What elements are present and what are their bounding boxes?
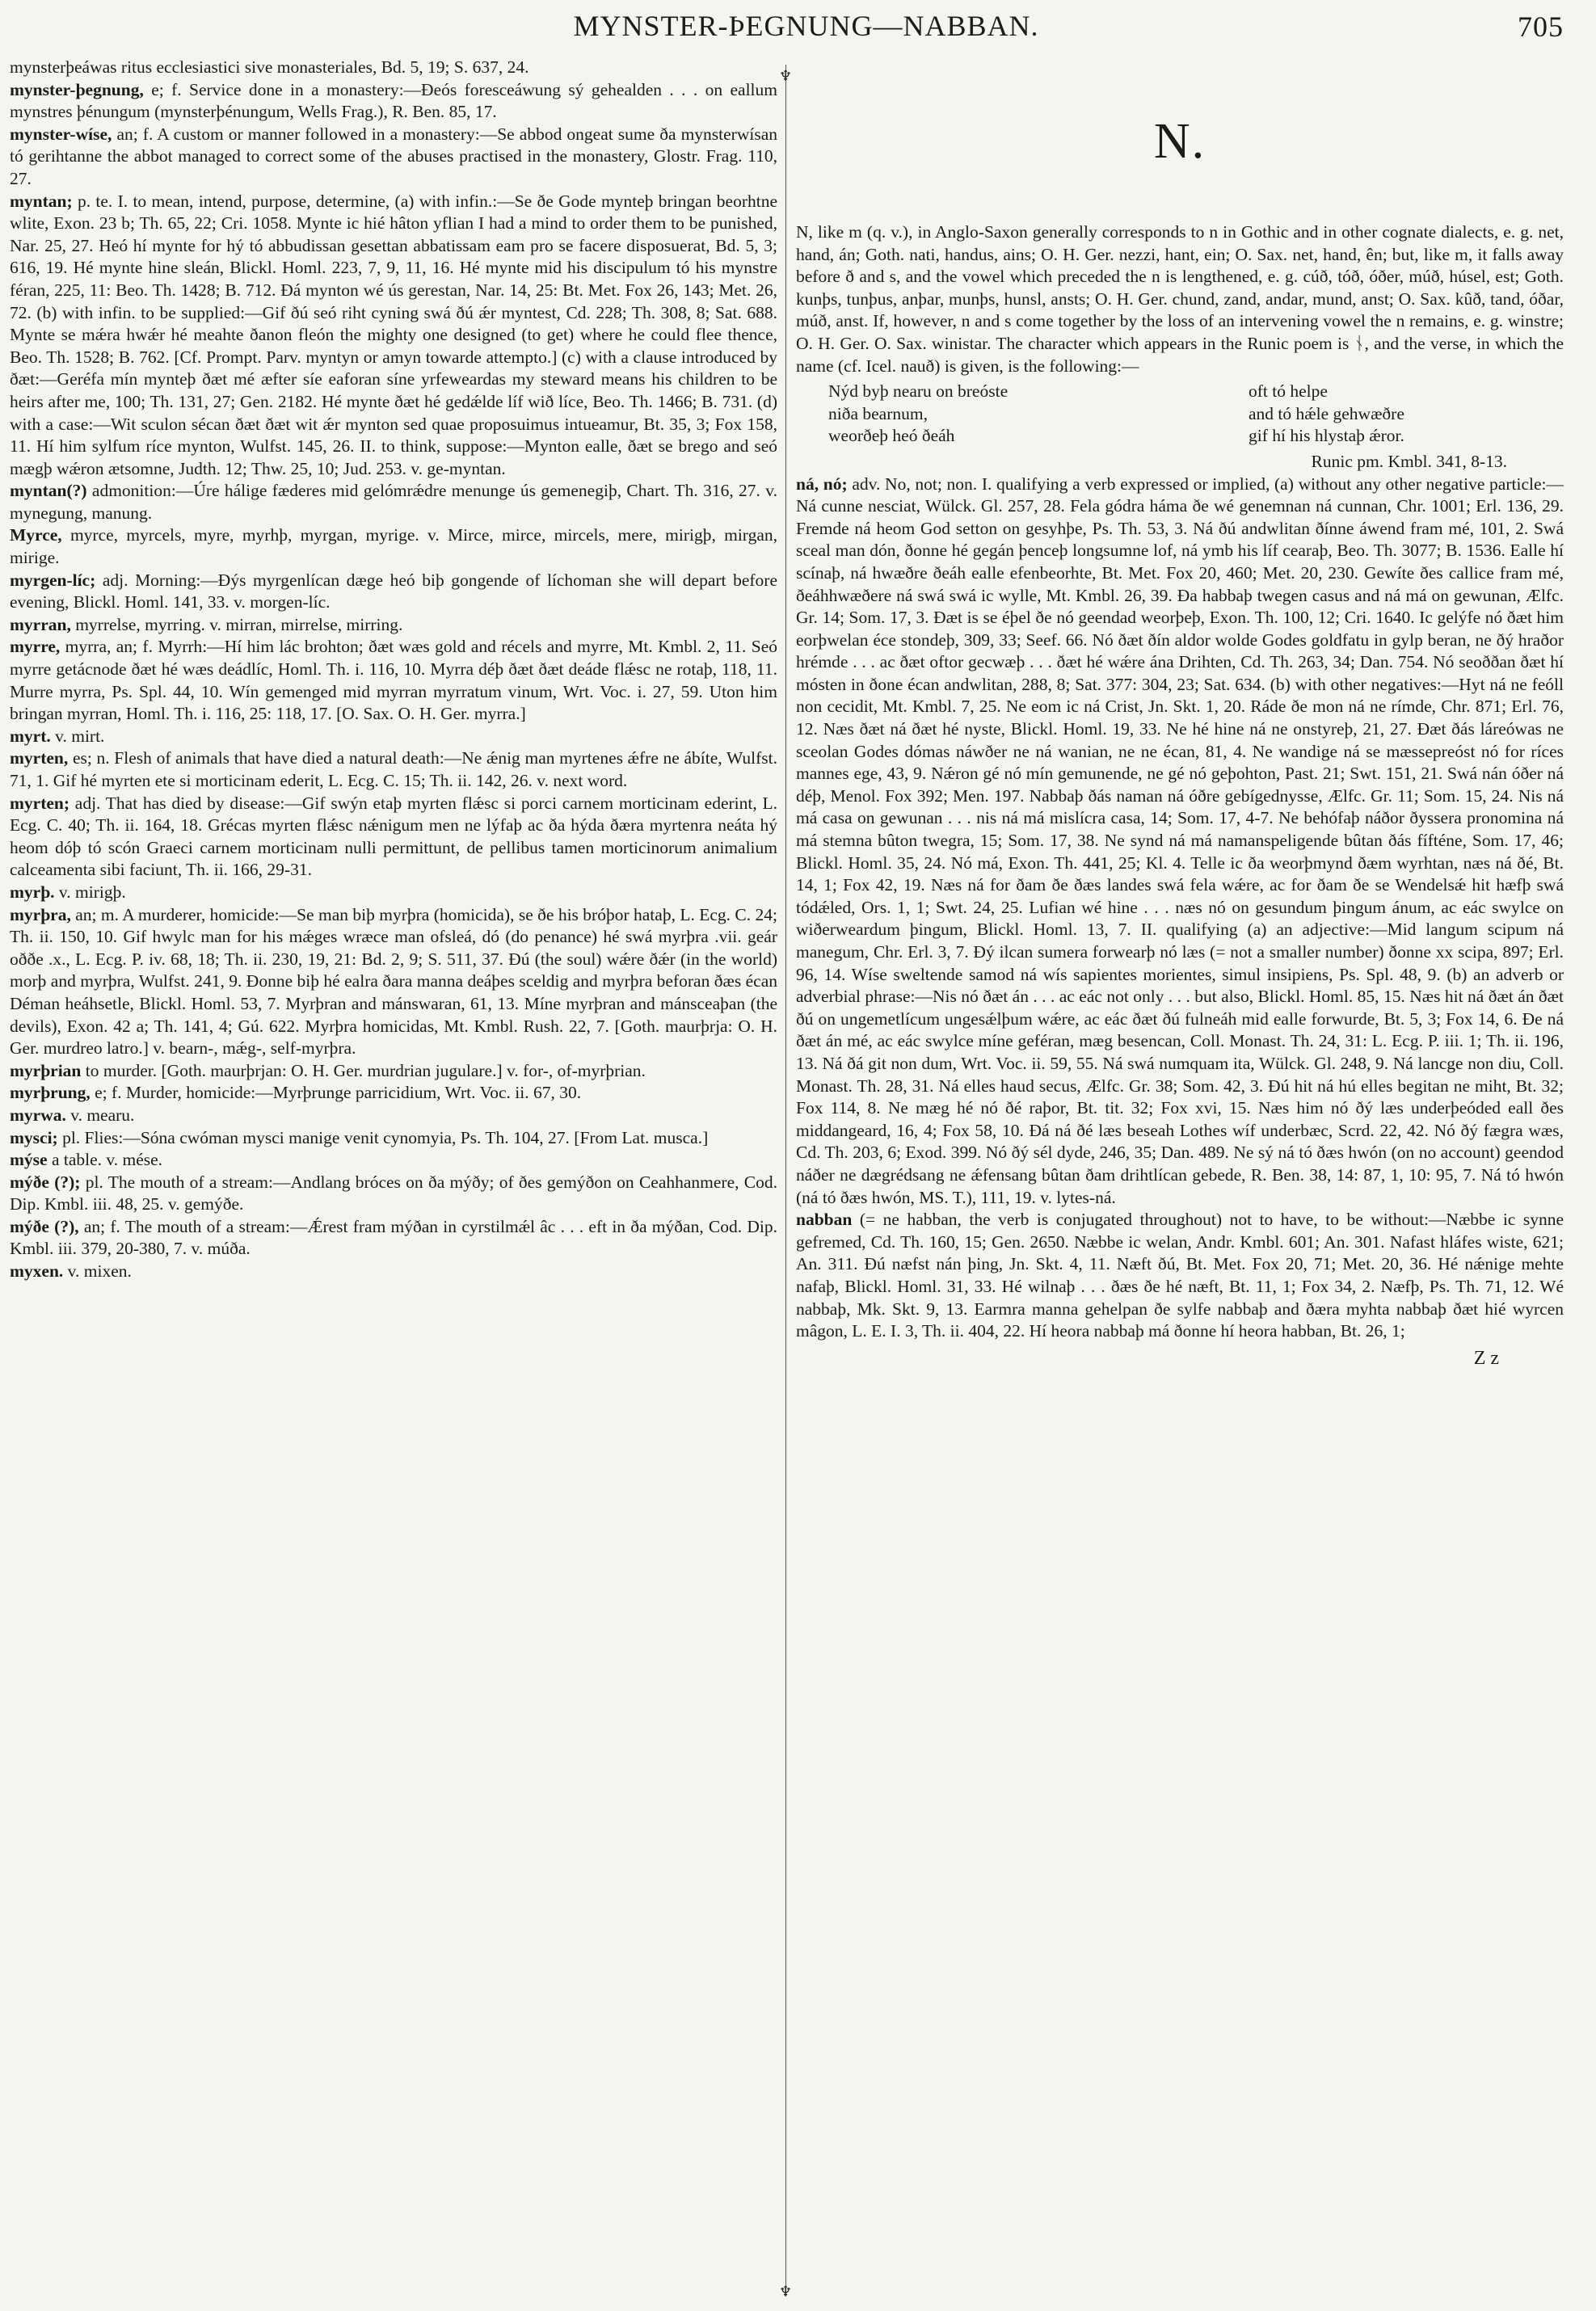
- entry-headword: myrre,: [10, 637, 61, 657]
- entry-text: e; f. Murder, homicide:—Myrþrunge parricidium, Wrt. Voc. ii. 67, 30.: [95, 1083, 582, 1103]
- entry-headword: mýðe (?),: [10, 1216, 79, 1236]
- entry-headword: myrgen-líc;: [10, 570, 96, 590]
- entry-headword: mysci;: [10, 1127, 58, 1147]
- entry-text: mynsterþeáwas ritus ecclesiastici sive monasteriales, Bd. 5, 19; S. 637, 24.: [10, 57, 529, 77]
- entry-headword: myrþrung,: [10, 1083, 91, 1103]
- dictionary-entry: [10, 1060, 777, 1083]
- dictionary-entry: [796, 1209, 1564, 1343]
- entry-text: (= ne habban, the verb is conjugated throughout) not to have, to be without:—Næbbe ic synne gefremed, Cd. Th. 160, 15; Gen. 2650. Næbbe ic welan, Andr. Kmbl. 601; An. 301. Nafast hláfes wiste, 621; An. 311. Ðú næfst nán þing, Jn. Skt. 4, 11. Næft ðú, Bt. Met. Fox 20, 71; Met. 20, 36. Hé nǽnige mehte nafaþ, Blickl. Homl. 31, 33. Hé wilnaþ . . . ðæs ðe hé næft, Bt. 11, 1; Fox 34, 2. Næfþ, Ps. Th. 71, 12. Wé nabbaþ, Mk. Skt. 9, 13. Earmra manna gehelpan ðe sylfe nabbaþ and ðæra myhta nabbaþ ðæt hié wyrcen mâgon, L. E. I. 3, Th. ii. 404, 22. Hí heora nabbaþ má ðonne hí heora habban, Bt. 26, 1;: [796, 1210, 1564, 1341]
- entry-headword: myrþra,: [10, 904, 71, 924]
- signature-mark: Z z: [1473, 1347, 1499, 1369]
- entry-headword: myntan(?): [10, 481, 87, 501]
- entry-text: myrce, myrcels, myre, myrhþ, myrgan, myrige. v. Mirce, mirce, mircels, mere, mirigþ, mirgan, mirige.: [10, 525, 777, 568]
- entry-text: to murder. [Goth. maurþrjan: O. H. Ger. murdrian jugulare.] v. for-, of-myrþrian.: [85, 1060, 646, 1080]
- entry-headword: mynster-wíse,: [10, 124, 112, 144]
- entry-text: pl. Flies:—Sóna cwóman mysci manige venit cynomyia, Ps. Th. 104, 27. [From Lat. musca.]: [62, 1127, 709, 1147]
- poem-line-left: niða bearnum,: [828, 403, 928, 423]
- column-divider: [785, 65, 786, 2295]
- entry-text: adv. No, not; non. I. qualifying a verb expressed or implied, (a) without any other negative particle:—Ná cunne nesciat, Wülck. Gl. 257, 28. Fela gódra háma ðe wé genemnan ná cunnan, Chr. 1001; Erl. 136, 29. Fremde ná heom God setton on gesyhþe, Ps. Th. 53, 3. Ná ðú andwlitan ðínne áwend fram mé, 101, 2. Swá sceal man dón, ðonne hé gegán þenceþ longsumne lof, ná ymb his líf cearaþ, Beo. Th. 3077; B. 1536. Ealle hí scínaþ, ná hwæðre ðeáh ealle efenbeorhte, Bt. Met. Fox 20, 460; Met. 20, 230. Gewíte ðes callice fram mé, ðeáhhwæðere ná swá swá ic wylle, Mt. Kmbl. 26, 39. Ða habbaþ twegen casus and ná má on gewunan, Ælfc. Gr. 14; Som. 17, 3. Ðæt is se éþel ðe nó geendad weorþeþ, Exon. Th. 100, 12; Cri. 1640. Ic gelýfe nó ðæt him eorþwelan éce stondeþ, 309, 33; Seef. 66. Nó ðæt ðín aldor wolde Godes goldfatu in gylp beran, ne ðý hraðor hrémde . . . ac ðæt oftor gecwæþ . . . ðæt hé wǽre ána Drihten, Cd. Th. 263, 34; Dan. 754. Nó seoððan ðæt hí mósten in ðone écan andwlitan, 288, 8; Sat. 377: 304, 23; Sat. 634. (b) with other negatives:—Hyt ná ne feóll non cecidit, Mt. Kmbl. 7, 25. Ne eom ic ná Crist, Jn. Skt. 1, 20. Ráde ðe mon ná ne rímde, Chr. 871; Erl. 76, 12. Næs ðæt ná ðæt hé nyste, Blickl. Homl. 19, 33. Ne hé hine ná ne onstyreþ, 21, 27. Ðæt ðás láreówas ne sceolan Godes dómas náwðer ne ná wanian, ne ne écan, 81, 4. Ne wandige ná se mæssepreóst nó for ríces mannes ege, 43, 9. Nǽron gé nó mín gemunende, ne gé nó geþohton, Past. 21; Swt. 151, 21. Swá nán óðer ná déþ, Menol. Fox 392; Men. 197. Nabbaþ ðás naman ná óðre gebígednysse, Ælfc. Gr. 11; Som. 15, 24. Nis ná má casa on gewunan . . . nis ná má mislícra casa, 14; Som. 17, 4-7. Ne behófaþ náðor ðyssera pronomina ná má stemna bûton twegra, 15; Som. 17, 38. Ne synd ná má namanspeligende bûtan ðás fífténe, Som. 17, 46; Blickl. Homl. 35, 24. Nó má, Exon. Th. 441, 25; Kl. 4. Telle ic ða weorþmynd ðæm wyrhtan, næs ná ðé, Bt. 14, 1; Fox 42, 19. Næs ná for ðam ðe ðæs landes swá fela wǽre, ac for ðam ðe se Wendelsǽ hit hæfþ swá tódǽled, Ors. 1, 1; Swt. 24, 25. Lufian wé hine . . . næs nó on gesundum þingum ánum, ac eác swylce on wiðerweardum þingum, Blickl. Homl. 13, 7. II. qualifying (a) an adjective:—Mid langum scipum ná manegum, Chr. Erl. 3, 7. Ðý ilcan sumera forwearþ nó læs (= not a smaller number) ðonne xx scipa, 897; Erl. 96, 14. Wíse sweltende samod ná wís sapientes morientes, simul insipiens, Ps. Spl. 48, 9. (b) an adverb or adverbial phrase:—Nis nó ðæt án . . . ac eác not only . . . but also, Blickl. Homl. 85, 15. Næs hit ná ðæt án ðæt ðú on ungemetlícum ungesǽlþum wǽre, ac eác ðæt ðú fulneáh mid ealle forwurde, Bt. 5, 3; Fox 14, 6. Ðe ná ðæt án mé, ac eác swylce míne geféran, mæg besencan, Coll. Monast. Th. 24, 31: L. Ecg. P. iii. 1; Th. ii. 196, 13. Ná ðá git non dum, Wrt. Voc. ii. 59, 55. Ná swá numquam ita, Wülck. Gl. 248, 9. Ná lancge non diu, Coll. Monast. Th. 28, 31. Ná elles haud secus, Ælfc. Gr. 38; Som. 42, 3. Ðú hit ná hú elles begitan ne miht, Bt. 32; Fox 114, 8. Ne mæg hé nó ðé raþor, Bt. tit. 32; Fox xvi, 15. Næs him nó ðý læs underþeóded eall ðes middangeard, 16, 4; Fox 58, 10. Ðá ná ðé læs beseah Lothes wíf underbæc, Scrd. 22, 42. Nó ðý fægra wæs, Cd. Th. 203, 6; Exod. 399. Nó ðý sél dyde, 246, 35; Dan. 489. Ne sý ná tó ðæs hwón (on no account) geendod náðer ne dægrédsang ne ǽfensang bûtan ðam drihtlícan gebede, R. Ben. 38, 14: 87, 1, 10: 95, 7. Ná tó hwón (ná tó ðæs hwón, MS. T.), 111, 19. v. lytes-ná.: [796, 474, 1564, 1207]
- entry-headword: myrþrian: [10, 1060, 82, 1080]
- dictionary-entry: [10, 191, 777, 481]
- entry-headword: myrten;: [10, 793, 70, 813]
- dictionary-entry: [10, 793, 777, 882]
- left-column: [10, 57, 777, 2279]
- entry-headword: myrwa.: [10, 1105, 66, 1125]
- letter-intro: N, like m (q. v.), in Anglo-Saxon generally corresponds to n in Gothic and in other cognate dialects, e. g. net, hand, án; Goth. nati, handus, ains; O. H. Ger. nezzi, hant, ein; O. Sax. net, hand, ên; but, like m, it falls away before ð and s, and the vowel which preceded the n is lengthened, e. g. cúð, tóð, óðer, múð, húsel, est; Goth. kunþs, tunþus, anþar, munþs, hunsl, ansts; O. H. Ger. chund, zand, andar, mund, anst; O. Sax. kûð, tand, óðar, múð, anst. If, however, n and s come together by the loss of an intervening vowel the n remains, e. g. winstre; O. H. Ger. O. Sax. winistar. The character which appears in the Runic poem is ᚾ, and the verse, in which the name (cf. Icel. nauð) is given, is the following:—: [796, 222, 1564, 376]
- dictionary-entry: [10, 79, 777, 124]
- entry-text: myrrelse, myrring. v. mirran, mirrelse, mirring.: [75, 614, 403, 634]
- dictionary-entry: [10, 1172, 777, 1216]
- dictionary-entry: [10, 614, 777, 637]
- poem-reference: Runic pm. Kmbl. 341, 8-13.: [1311, 451, 1507, 471]
- dictionary-entry: [10, 524, 777, 569]
- divider-ornament-bottom: ♆: [779, 2284, 793, 2300]
- divider-ornament-top: ♆: [779, 68, 793, 85]
- dictionary-entry: [10, 1105, 777, 1127]
- entry-headword: myrt.: [10, 726, 51, 746]
- running-head: [48, 6, 1564, 45]
- entry-text: an; f. A custom or manner followed in a monastery:—Se abbod ongeat sume ða mynsterwísan tó gerihtanne the abbot managed to correct some of the abuses practised in the monastery, Glostr. Frag. 110, 27.: [10, 124, 777, 188]
- runic-poem: [828, 381, 1564, 448]
- poem-line-right: and tó hǽle gehwæðre: [1249, 403, 1404, 423]
- dictionary-entry: [10, 904, 777, 1060]
- poem-line-left: weorðeþ heó ðeáh: [828, 426, 955, 446]
- dictionary-entry: [10, 747, 777, 792]
- poem-line-left: Nýd byþ nearu on breóste: [828, 381, 1009, 402]
- entry-headword: mýðe (?);: [10, 1172, 81, 1192]
- poem-line-right: gif hí his hlystaþ ǽror.: [1249, 426, 1404, 446]
- entry-headword: Myrce,: [10, 525, 62, 545]
- entry-text: v. mirt.: [55, 726, 105, 746]
- dictionary-entry: [10, 57, 777, 79]
- entry-text: an; f. The mouth of a stream:—Ǽrest fram mýðan in cyrstilmǽl âc . . . eft in ða mýðan, Cod. Dip. Kmbl. iii. 379, 20-380, 7. v. múða.: [10, 1216, 777, 1259]
- entry-text: v. mirigþ.: [58, 882, 126, 902]
- dictionary-entry: [10, 480, 777, 524]
- entry-headword: myntan;: [10, 191, 73, 211]
- entry-headword: nabban: [796, 1210, 853, 1230]
- letter-heading: N.: [1153, 114, 1206, 169]
- dictionary-entry: [10, 1127, 777, 1150]
- right-column: [796, 57, 1564, 2279]
- entry-text: myrra, an; f. Myrrh:—Hí him lác brohton; ðæt wæs gold and récels and myrre, Mt. Kmbl. 2, 11. Seó myrre getácnode ðæt hé wæs deádlíc, Homl. Th. i. 116, 10. Myrra déþ ðæt ðæt deáde flǽsc ne rotaþ, 118, 11. Murre myrra, Ps. Spl. 44, 10. Wín gemenged mid myrran myrratum vinum, Wrt. Voc. i. 27, 59. Uton him bringan myrran, Homl. Th. i. 116, 25: 118, 17. [O. Sax. O. H. Ger. myrra.]: [10, 637, 777, 724]
- entry-text: pl. The mouth of a stream:—Andlang bróces on ða mýðy; of ðes gemýðon on Ceahhanmere, Cod. Dip. Kmbl. iii. 48, 25. v. gemýðe.: [10, 1172, 777, 1214]
- entry-text: adj. That has died by disease:—Gif swýn etaþ myrten flǽsc si porci carnem morticinam ederint, L. Ecg. C. 40; Th. ii. 164, 18. Grécas myrten flǽsc nǽnigum men ne lýfaþ ac ða hýda ðæra myrtenra neáta hý heom dóþ tó scón Graeci carnem morticinam nulli permittunt, de pellibus tamen morticinorum animalium calceamenta sibi faciunt, Th. ii. 166, 29-31.: [10, 793, 777, 880]
- entry-text: p. te. I. to mean, intend, purpose, determine, (a) with infin.:—Se ðe Gode mynteþ bringan beorhtne wlite, Exon. 23 b; Th. 65, 22; Cri. 1058. Mynte ic hié hâton yflian I had a mind to order them to be punished, Nar. 25, 27. Heó hí mynte for hý tó abbudissan gesettan abbatissam eam pro se facere disposuerat, Bd. 5, 3; 616, 19. Hé mynte hine sleán, Blickl. Homl. 223, 7, 9, 11, 16. Hé mynte mid his discipulum tó his mynstre féran, 225, 11: Beo. Th. 1428; B. 712. Ðá mynton wé ús gerestan, Nar. 14, 25: Bt. Met. Fox 26, 143; Met. 26, 72. (b) with infin. to be supplied:—Gif ðú seó riht cyning swá ðú ǽr myntest, Cd. 228; Th. 308, 8; Sat. 688. Mynte se mǽra hwǽr hé meahte ðanon fleón the mighty one designed (to get) where he could flee thence, Beo. Th. 1528; B. 762. [Cf. Prompt. Parv. myntyn or amyn towarde attempto.] (c) with a clause introduced by ðæt:—Geréfa mín mynteþ ðæt mé æfter síe eaforan síne yrfeweardas my steward means his children to be heirs after me, 100; Th. 131, 27; Gen. 2182. Hé mynte ðæt hé gedǽlde líf wið líce, Beo. Th. 1466; B. 731. (d) with a case:—Wit sculon sécan ðæt ðæt wit ǽr mynton sed quae proposuimus intueamur, Bt. 35, 3; Fox 158, 11. Hí him sylfum ríce mynton, Wulfst. 145, 26. II. to think, suppose:—Mynton ealle, ðæt se brego and seó mægþ wǽron ætsomne, Judth. 12; Thw. 25, 10; Jud. 253. v. ge-myntan.: [10, 191, 777, 478]
- dictionary-entry: [10, 570, 777, 614]
- entry-text: admonition:—Úre hálige fæderes mid gelómrǽdre menunge ús gemenegiþ, Chart. Th. 316, 27. v. mynegung, manung.: [10, 481, 777, 523]
- dictionary-entry: [10, 1261, 777, 1283]
- right-entries: [796, 474, 1564, 1343]
- entry-headword: mynster-þegnung,: [10, 79, 144, 99]
- entry-headword: myrþ.: [10, 882, 55, 902]
- entry-text: v. mearu.: [70, 1105, 135, 1125]
- entry-headword: myrran,: [10, 614, 71, 634]
- entry-text: a table. v. mése.: [51, 1150, 163, 1170]
- dictionary-entry: [10, 882, 777, 904]
- page-title: MYNSTER-ÞEGNUNG—NABBAN.: [573, 10, 1039, 42]
- entry-headword: myxen.: [10, 1261, 64, 1282]
- entry-headword: mýse: [10, 1150, 48, 1170]
- dictionary-entry: [10, 1216, 777, 1261]
- entry-text: adj. Morning:—Ðýs myrgenlícan dæge heó biþ gongende of líchoman she will depart before evening, Blickl. Homl. 141, 33. v. morgen-líc.: [10, 570, 777, 612]
- entry-text: e; f. Service done in a monastery:—Ðeós foresceáwung sý gehealden . . . on eallum mynstres þénungum (mynsterþénungum, Wells Frag.), R. Ben. 85, 17.: [10, 79, 777, 122]
- dictionary-entry: [10, 1149, 777, 1172]
- page-number: 705: [1518, 11, 1564, 43]
- dictionary-entry: [796, 474, 1564, 1210]
- dictionary-entry: [10, 726, 777, 748]
- entry-headword: ná, nó;: [796, 474, 848, 494]
- entry-text: v. mixen.: [67, 1261, 132, 1282]
- dictionary-entry: [10, 636, 777, 725]
- entry-text: an; m. A murderer, homicide:—Se man biþ myrþra (homicida), se ðe his bróþor hataþ, L. Ecg. C. 24; Th. ii. 150, 10. Gif hwylc man for his mǽges wræce man ofsleá, dó (do penance) hé swá myrþra .vii. geár oððe .x., L. Ecg. P. iv. 68, 18; Th. ii. 230, 19, 21: Bd. 2, 9; S. 511, 37. Ðú (the soul) wǽre ðǽr (in the world) morþ and myrþra, Wulfst. 241, 9. Ðonne biþ hé ealra ðara manna deáþes sceldig and myrþra beforan ðæs écan Déman heáhsetle, Blickl. Homl. 53, 7. Myrþran and mánswaran, 61, 13. Míne myrþran and mánsceaþan (the devils), Exon. 42 a; Th. 141, 4; Gú. 622. Myrþra homicidas, Mt. Kmbl. Rush. 22, 7. [Goth. maurþrja: O. H. Ger. murdreo latro.] v. bearn-, mǽg-, self-myrþra.: [10, 904, 777, 1059]
- dictionary-entry: [10, 1082, 777, 1105]
- entry-text: es; n. Flesh of animals that have died a natural death:—Ne ǽnig man myrtenes ǽfre ne ábíte, Wulfst. 71, 1. Gif hé myrten ete si morticinam ederit, L. Ecg. C. 15; Th. ii. 142, 26. v. next word.: [10, 748, 777, 790]
- entry-headword: myrten,: [10, 748, 69, 768]
- poem-line-right: oft tó helpe: [1249, 381, 1328, 402]
- dictionary-entry: [10, 124, 777, 191]
